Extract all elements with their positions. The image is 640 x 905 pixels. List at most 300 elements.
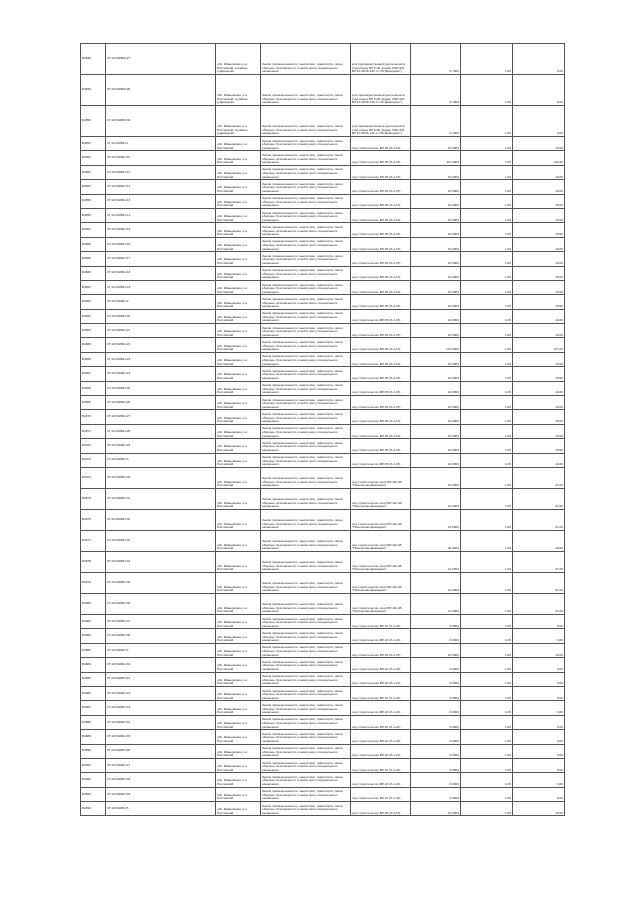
area-cell: 0,0004 (411, 758, 461, 772)
value-cell: 0,00 (513, 744, 565, 758)
permitted-use-cell: под строительство ВЛ-35 (Л-2-15) (351, 194, 411, 208)
value-cell: 10,00 (513, 194, 565, 208)
land-category-cell: Земли промышленности, энергетики, транспорта, связи, обороны, безопасности и земли иного специального назначения (261, 439, 351, 453)
coefficient-cell: 1,00 (461, 730, 513, 744)
land-category-cell: Земли промышленности, энергетики, транспорта, связи, обороны, безопасности и земли иного специального назначения (261, 572, 351, 593)
row-id-cell: Б4878 (81, 551, 106, 572)
land-category-cell: Земли промышленности, энергетики, транспорта, связи, обороны, безопасности и земли иного специального назначения (261, 509, 351, 530)
area-cell: 10,0004 (411, 410, 461, 424)
permitted-use-cell: под строительство ВЛ-35 (Л-2-15) (351, 338, 411, 352)
row-id-cell: Б4887 (81, 701, 106, 715)
value-cell: 0,00 (513, 758, 565, 772)
cadastral-number-cell: 37:10:040801:29 (106, 439, 216, 453)
area-cell: 10,0004 (411, 295, 461, 309)
coefficient-cell: 1,00 (461, 701, 513, 715)
table-row (81, 787, 565, 801)
table-row (81, 488, 565, 509)
permitted-use-cell: под строительство опор ВЛ 110 кВ "Никольская-Демидово" (351, 467, 411, 488)
value-cell: 0,00 (513, 106, 565, 137)
area-cell: 0,0004 (411, 730, 461, 744)
land-category-cell: Земли промышленности, энергетики, транспорта, связи, обороны, безопасности и земли иного специального назначения (261, 730, 351, 744)
permitted-use-cell: под строительство опор ВЛ 110 кВ "Никольская-Демидово" (351, 509, 411, 530)
permitted-use-cell: под строительство опор ВЛ 110 кВ "Никольская-Демидово" (351, 530, 411, 551)
value-cell: 10,00 (513, 381, 565, 395)
permitted-use-cell: под строительство ВЛ-10 (Л-1-22) (351, 715, 411, 729)
area-cell: 0,0004 (411, 658, 461, 672)
value-cell: 111,00 (513, 151, 565, 165)
row-id-cell: Б4863 (81, 309, 106, 323)
value-cell: 21,00 (513, 467, 565, 488)
cadastral-number-cell: 37:10:040801:43 (106, 701, 216, 715)
permitted-use-cell: под строительство ВЛ-35 (Л-2-15) (351, 324, 411, 338)
permitted-use-cell: под строительство ВЛ-10 (Л-1-22) (351, 701, 411, 715)
coefficient-cell: 1,00 (461, 672, 513, 686)
cadastral-number-cell: 37:10:040801:16 (106, 237, 216, 251)
area-cell: 0,0004 (411, 672, 461, 686)
location-cell: обл. Ивановская, р-н Ростовский (216, 773, 261, 787)
area-cell: 0,0004 (411, 715, 461, 729)
row-id-cell: Б4858 (81, 237, 106, 251)
table-row (81, 439, 565, 453)
land-category-cell: Земли промышленности, энергетики, транспорта, связи, обороны, безопасности и земли иного специального назначения (261, 643, 351, 657)
location-cell: обл. Ивановская, р-н Ростовский (216, 165, 261, 179)
location-cell: обл. Ивановская, р-н Ростовский (216, 802, 261, 816)
land-category-cell: Земли промышленности, энергетики, транспорта, связи, обороны, безопасности и земли иного специального назначения (261, 802, 351, 816)
cadastral-number-cell: 37:10:040801:42 (106, 686, 216, 700)
land-category-cell: Земли промышленности, энергетики, транспорта, связи, обороны, безопасности и земли иного специального назначения (261, 180, 351, 194)
area-cell: 10,0004 (411, 643, 461, 657)
location-cell: обл. Ивановская, р-н Ростовский (216, 439, 261, 453)
land-category-cell: Земли промышленности, энергетики, транспорта, связи, обороны, безопасности и земли иного специального назначения (261, 295, 351, 309)
coefficient-cell: 1,00 (461, 237, 513, 251)
location-cell: обл. Ивановская, р-н Ростовский (216, 672, 261, 686)
value-cell: 10,00 (513, 252, 565, 266)
coefficient-cell: 1,00 (461, 180, 513, 194)
permitted-use-cell: под строительство ВЛ-35 (Л-2-15) (351, 643, 411, 657)
value-cell: 21,00 (513, 509, 565, 530)
coefficient-cell: 1,00 (461, 509, 513, 530)
permitted-use-cell: под строительство ВЛ-35 (Л-2-15) (351, 252, 411, 266)
location-cell: обл. Ивановская, р-н Ростовский (216, 629, 261, 643)
location-cell: обл. Ивановская, р-н Ростовский (216, 381, 261, 395)
land-category-cell: Земли промышленности, энергетики, транспорта, связи, обороны, безопасности и земли иного специального назначения (261, 338, 351, 352)
table-row (81, 367, 565, 381)
land-category-cell: Земли промышленности, энергетики, транспорта, связи, обороны, безопасности и земли иного специального назначения (261, 467, 351, 488)
cadastral-number-cell: 37:10:040801:37 (106, 614, 216, 628)
row-id-cell: Б4862 (81, 295, 106, 309)
location-cell: обл. Ивановская, р-н Ростовский (216, 730, 261, 744)
value-cell: 10,00 (513, 410, 565, 424)
permitted-use-cell: под строительство ВЛ-35 (Л-2-15) (351, 266, 411, 280)
permitted-use-cell: под строительство ВЛ-35 (Л-2-15) (351, 424, 411, 438)
cadastral-number-cell: 37:10:040801:47 (106, 758, 216, 772)
table-row (81, 614, 565, 628)
land-registry-table (80, 43, 565, 816)
coefficient-cell: 1,00 (461, 208, 513, 222)
table-row (81, 672, 565, 686)
coefficient-cell: 1,00 (461, 643, 513, 657)
row-id-cell: Б4871 (81, 424, 106, 438)
value-cell: 10,00 (513, 295, 565, 309)
cadastral-number-cell: 37:10:040801:11 (106, 165, 216, 179)
area-cell: 0,0004 (411, 744, 461, 758)
coefficient-cell: 1,00 (461, 410, 513, 424)
value-cell: 21,00 (513, 572, 565, 593)
row-id-cell: Б4859 (81, 252, 106, 266)
location-cell: обл. Ивановская, р-н Ростовский (216, 396, 261, 410)
location-cell: обл. Ивановская, р-н Ростовский (216, 715, 261, 729)
value-cell: 21,00 (513, 551, 565, 572)
table-row (81, 396, 565, 410)
table-row (81, 593, 565, 614)
table-row (81, 137, 565, 151)
value-cell: 0,00 (513, 730, 565, 744)
location-cell: обл. Ивановская, р-н Ростовский (216, 237, 261, 251)
location-cell: обл. Ивановская, р-н Ростовский (216, 744, 261, 758)
coefficient-cell: 1,00 (461, 773, 513, 787)
row-id-cell: Б4872 (81, 439, 106, 453)
location-cell: обл. Ивановская, р-н Ростовский (216, 758, 261, 772)
permitted-use-cell: под строительство ВЛ-10 (Л-1-22) (351, 686, 411, 700)
table-row (81, 701, 565, 715)
land-category-cell: Земли промышленности, энергетики, транспорта, связи, обороны, безопасности и земли иного специального назначения (261, 593, 351, 614)
cadastral-number-cell: 37:10:040801:36 (106, 593, 216, 614)
table-row (81, 252, 565, 266)
coefficient-cell: 1,00 (461, 593, 513, 614)
location-cell: обл. Ивановская, р-н Ростовский, в районе д.Демидово (216, 106, 261, 137)
value-cell: 10,00 (513, 367, 565, 381)
location-cell: обл. Ивановская, р-н Ростовский (216, 194, 261, 208)
cadastral-number-cell: 37:10:040806:28 (106, 75, 216, 106)
location-cell: обл. Ивановская, р-н Ростовский (216, 701, 261, 715)
area-cell: 10,0004 (411, 381, 461, 395)
value-cell: 0,00 (513, 686, 565, 700)
row-id-cell: Б4873 (81, 453, 106, 467)
row-id-cell: Б4867 (81, 367, 106, 381)
coefficient-cell: 1,00 (461, 802, 513, 816)
value-cell: 10,00 (513, 324, 565, 338)
cadastral-number-cell: 37:10:040801:25 (106, 381, 216, 395)
land-category-cell: Земли промышленности, энергетики, транспорта, связи, обороны, безопасности и земли иного специального назначения (261, 208, 351, 222)
row-id-cell: Б4893 (81, 787, 106, 801)
coefficient-cell: 1,00 (461, 758, 513, 772)
row-id-cell: Б4856 (81, 208, 106, 222)
row-id-cell: Б4888 (81, 715, 106, 729)
value-cell: 10,00 (513, 266, 565, 280)
table-row (81, 686, 565, 700)
table-row (81, 715, 565, 729)
cadastral-number-cell: 37:10:040801:35 (106, 572, 216, 593)
land-category-cell: Земли промышленности, энергетики, транспорта, связи, обороны, безопасности и земли иного специального назначения (261, 410, 351, 424)
table-row (81, 75, 565, 106)
row-id-cell: Б4854 (81, 180, 106, 194)
coefficient-cell: 1,00 (461, 44, 513, 75)
land-category-cell: Земли промышленности, энергетики, транспорта, связи, обороны, безопасности и земли иного специального назначения (261, 488, 351, 509)
row-id-cell: Б4891 (81, 758, 106, 772)
coefficient-cell: 1,00 (461, 658, 513, 672)
table-body (81, 44, 565, 816)
permitted-use-cell: под строительство ВЛ-35 (Л-2-15) (351, 410, 411, 424)
land-category-cell: Земли промышленности, энергетики, транспорта, связи, обороны, безопасности и земли иного специального назначения (261, 773, 351, 787)
permitted-use-cell: под строительство ВЛ-35 (Л-2-15) (351, 137, 411, 151)
land-category-cell: Земли промышленности, энергетики, транспорта, связи, обороны, безопасности и земли иного специального назначения (261, 324, 351, 338)
table-row (81, 180, 565, 194)
value-cell: 0,00 (513, 44, 565, 75)
permitted-use-cell: под строительство ВЛ-35 (Л-2-15) (351, 295, 411, 309)
permitted-use-cell: под строительство ВЛ-10 (Л-1-22) (351, 672, 411, 686)
table-row (81, 208, 565, 222)
cadastral-number-cell: 37:10:040801:27 (106, 410, 216, 424)
location-cell: обл. Ивановская, р-н Ростовский (216, 180, 261, 194)
land-category-cell: Земли промышленности, энергетики, транспорта, связи, обороны, безопасности и земли иного специального назначения (261, 367, 351, 381)
permitted-use-cell: для производственной деятельности (под опоры ВЛ 6 кВ, фидер ЛЭП-221 ВЛ 10 кВ № 120 от ПС"Демидово") (351, 44, 411, 75)
area-cell: 10,0004 (411, 324, 461, 338)
value-cell: 10,00 (513, 180, 565, 194)
land-category-cell: Земли промышленности, энергетики, транспорта, связи, обороны, безопасности и земли иного специального назначения (261, 701, 351, 715)
permitted-use-cell: под строительство опор ВЛ 110 кВ "Никольская-Демидово" (351, 551, 411, 572)
permitted-use-cell: под строительство ВЛ-35 (Л-2-15) (351, 151, 411, 165)
row-id-cell: Б4849 (81, 75, 106, 106)
land-category-cell: Земли промышленности, энергетики, транспорта, связи, обороны, безопасности и земли иного специального назначения (261, 787, 351, 801)
land-category-cell: Земли промышленности, энергетики, транспорта, связи, обороны, безопасности и земли иного специального назначения (261, 165, 351, 179)
land-category-cell: Земли промышленности, энергетики, транспорта, связи, обороны, безопасности и земли иного специального назначения (261, 530, 351, 551)
permitted-use-cell: под строительство ВЛ-10 (Л-1-22) (351, 614, 411, 628)
coefficient-cell: 1,00 (461, 151, 513, 165)
table-row (81, 629, 565, 643)
table-row (81, 280, 565, 294)
location-cell: обл. Ивановская, р-н Ростовский (216, 686, 261, 700)
location-cell: обл. Ивановская, р-н Ростовский (216, 467, 261, 488)
cadastral-number-cell: 37:10:040801:5 (106, 802, 216, 816)
permitted-use-cell: для производственной деятельности (под опоры ВЛ 6 кВ, фидер ЛЭП-221 ВЛ 10 кВ № 120 от ПС"Демидово") (351, 106, 411, 137)
coefficient-cell: 1,00 (461, 338, 513, 352)
location-cell: обл. Ивановская, р-н Ростовский (216, 151, 261, 165)
table-row (81, 744, 565, 758)
coefficient-cell: 1,00 (461, 194, 513, 208)
row-id-cell: Б4861 (81, 280, 106, 294)
row-id-cell: Б4864 (81, 324, 106, 338)
table-row (81, 758, 565, 772)
table-row (81, 467, 565, 488)
value-cell: 137,00 (513, 338, 565, 352)
area-cell: 0,0004 (411, 787, 461, 801)
cadastral-number-cell: 37:10:040801:18 (106, 266, 216, 280)
cadastral-number-cell: 37:10:040801:3 (106, 453, 216, 467)
area-cell: 21,0004 (411, 593, 461, 614)
table-row (81, 773, 565, 787)
coefficient-cell: 1,00 (461, 352, 513, 366)
land-category-cell: Земли промышленности, энергетики, транспорта, связи, обороны, безопасности и земли иного специального назначения (261, 75, 351, 106)
coefficient-cell: 1,00 (461, 252, 513, 266)
land-category-cell: Земли промышленности, энергетики, транспорта, связи, обороны, безопасности и земли иного специального назначения (261, 266, 351, 280)
land-category-cell: Земли промышленности, энергетики, транспорта, связи, обороны, безопасности и земли иного специального назначения (261, 686, 351, 700)
location-cell: обл. Ивановская, р-н Ростовский (216, 367, 261, 381)
location-cell: обл. Ивановская, р-н Ростовский (216, 410, 261, 424)
permitted-use-cell: под строительство ВЛ-35 (Л-2-15) (351, 223, 411, 237)
area-cell: 10,0004 (411, 309, 461, 323)
coefficient-cell: 1,00 (461, 381, 513, 395)
area-cell: 10,0004 (411, 180, 461, 194)
area-cell: 0,0004 (411, 773, 461, 787)
coefficient-cell: 1,00 (461, 572, 513, 593)
location-cell: обл. Ивановская, р-н Ростовский (216, 509, 261, 530)
table-row (81, 802, 565, 816)
land-category-cell: Земли промышленности, энергетики, транспорта, связи, обороны, безопасности и земли иного специального назначения (261, 715, 351, 729)
permitted-use-cell: под строительство ВЛ-35 (Л-2-15) (351, 208, 411, 222)
area-cell: 10,0004 (411, 165, 461, 179)
row-id-cell: Б4860 (81, 266, 106, 280)
row-id-cell: Б4882 (81, 629, 106, 643)
coefficient-cell: 1,00 (461, 467, 513, 488)
value-cell: 0,00 (513, 658, 565, 672)
row-id-cell: Б4889 (81, 730, 106, 744)
row-id-cell: Б4869 (81, 396, 106, 410)
row-id-cell: Б4886 (81, 686, 106, 700)
cadastral-number-cell: 37:10:040801:14 (106, 208, 216, 222)
row-id-cell: Б4848 (81, 44, 106, 75)
location-cell: обл. Ивановская, р-н Ростовский (216, 643, 261, 657)
cadastral-number-cell: 37:10:040801:44 (106, 715, 216, 729)
value-cell: 10,00 (513, 165, 565, 179)
permitted-use-cell: под строительство ВЛ-35 (Л-2-15) (351, 352, 411, 366)
location-cell: обл. Ивановская, р-н Ростовский, в районе д.Демидово (216, 75, 261, 106)
area-cell: 0,7004 (411, 44, 461, 75)
permitted-use-cell: под строительство ВЛ-35 (Л-2-15) (351, 802, 411, 816)
permitted-use-cell: под строительство ВЛ-35 (Л-2-15) (351, 280, 411, 294)
value-cell: 0,00 (513, 614, 565, 628)
value-cell: 49,00 (513, 530, 565, 551)
land-category-cell: Земли промышленности, энергетики, транспорта, связи, обороны, безопасности и земли иного специального назначения (261, 106, 351, 137)
value-cell: 0,00 (513, 629, 565, 643)
land-category-cell: Земли промышленности, энергетики, транспорта, связи, обороны, безопасности и земли иного специального назначения (261, 309, 351, 323)
cadastral-number-cell: 37:10:040801:24 (106, 367, 216, 381)
location-cell: обл. Ивановская, р-н Ростовский (216, 295, 261, 309)
table-row (81, 424, 565, 438)
cadastral-number-cell: 37:10:040801:31 (106, 488, 216, 509)
area-cell: 0,0004 (411, 686, 461, 700)
land-category-cell: Земли промышленности, энергетики, транспорта, связи, обороны, безопасности и земли иного специального назначения (261, 252, 351, 266)
area-cell: 0,0004 (411, 701, 461, 715)
area-cell: 10,0004 (411, 223, 461, 237)
value-cell: 10,00 (513, 237, 565, 251)
permitted-use-cell: под строительство опор ВЛ 110 кВ "Никольская-Демидово" (351, 593, 411, 614)
area-cell: 21,0004 (411, 551, 461, 572)
permitted-use-cell: под строительство ВЛ-35 (Л-2-15) (351, 396, 411, 410)
table-row (81, 324, 565, 338)
permitted-use-cell: под строительство ВЛ-10 (Л-1-22) (351, 730, 411, 744)
table-row (81, 295, 565, 309)
permitted-use-cell: под строительство ВЛ-10 (Л-1-22) (351, 629, 411, 643)
row-id-cell: Б4852 (81, 151, 106, 165)
area-cell: 0,1004 (411, 106, 461, 137)
area-cell: 0,0004 (411, 614, 461, 628)
location-cell: обл. Ивановская, р-н Ростовский (216, 424, 261, 438)
row-id-cell: Б4874 (81, 467, 106, 488)
permitted-use-cell: под строительство ВЛ-10 (Л-1-22) (351, 787, 411, 801)
table-row (81, 194, 565, 208)
value-cell: 0,00 (513, 701, 565, 715)
row-id-cell: Б4876 (81, 509, 106, 530)
coefficient-cell: 1,00 (461, 266, 513, 280)
row-id-cell: Б4884 (81, 658, 106, 672)
location-cell: обл. Ивановская, р-н Ростовский (216, 266, 261, 280)
permitted-use-cell: под строительство ВЛ-10 (Л-1-22) (351, 773, 411, 787)
coefficient-cell: 1,00 (461, 295, 513, 309)
value-cell: 0,00 (513, 773, 565, 787)
area-cell: 10,0004 (411, 252, 461, 266)
area-cell: 10,0004 (411, 208, 461, 222)
land-category-cell: Земли промышленности, энергетики, транспорта, связи, обороны, безопасности и земли иного специального назначения (261, 658, 351, 672)
table-row (81, 106, 565, 137)
cadastral-number-cell: 37:10:040801:2 (106, 295, 216, 309)
location-cell: обл. Ивановская, р-н Ростовский (216, 137, 261, 151)
cadastral-number-cell: 37:10:040801:4 (106, 643, 216, 657)
row-id-cell: Б4853 (81, 165, 106, 179)
area-cell: 21,0004 (411, 467, 461, 488)
area-cell: 10,0004 (411, 352, 461, 366)
coefficient-cell: 1,00 (461, 686, 513, 700)
table-row (81, 266, 565, 280)
permitted-use-cell: под строительство ВЛ-35 (Л-2-15) (351, 180, 411, 194)
coefficient-cell: 1,00 (461, 629, 513, 643)
coefficient-cell: 1,00 (461, 106, 513, 137)
row-id-cell: Б4865 (81, 338, 106, 352)
location-cell: обл. Ивановская, р-н Ростовский (216, 787, 261, 801)
row-id-cell: Б4885 (81, 672, 106, 686)
cadastral-number-cell: 37:10:040801:41 (106, 672, 216, 686)
cadastral-number-cell: 37:10:040801:17 (106, 252, 216, 266)
table-row (81, 572, 565, 593)
location-cell: обл. Ивановская, р-н Ростовский (216, 252, 261, 266)
cadastral-number-cell: 37:10:040801:10 (106, 151, 216, 165)
value-cell: 10,00 (513, 352, 565, 366)
permitted-use-cell: под строительство ВЛ-35 (Л-2-15) (351, 165, 411, 179)
row-id-cell: Б4851 (81, 137, 106, 151)
coefficient-cell: 1,00 (461, 367, 513, 381)
value-cell: 10,00 (513, 396, 565, 410)
coefficient-cell: 1,00 (461, 280, 513, 294)
location-cell: обл. Ивановская, р-н Ростовский (216, 593, 261, 614)
coefficient-cell: 1,00 (461, 309, 513, 323)
cadastral-number-cell: 37:10:040801:21 (106, 324, 216, 338)
area-cell: 21,0004 (411, 509, 461, 530)
cadastral-number-cell: 37:10:040801:30 (106, 467, 216, 488)
value-cell: 10,00 (513, 223, 565, 237)
coefficient-cell: 1,00 (461, 453, 513, 467)
permitted-use-cell: под строительство ВЛ-10 (Л-1-22) (351, 758, 411, 772)
land-category-cell: Земли промышленности, энергетики, транспорта, связи, обороны, безопасности и земли иного специального назначения (261, 44, 351, 75)
coefficient-cell: 1,00 (461, 530, 513, 551)
table-row (81, 338, 565, 352)
land-category-cell: Земли промышленности, энергетики, транспорта, связи, обороны, безопасности и земли иного специального назначения (261, 381, 351, 395)
cadastral-number-cell: 37:10:040801:26 (106, 396, 216, 410)
area-cell: 21,0004 (411, 488, 461, 509)
row-id-cell: Б4855 (81, 194, 106, 208)
table-row (81, 223, 565, 237)
table-row (81, 44, 565, 75)
location-cell: обл. Ивановская, р-н Ростовский (216, 223, 261, 237)
row-id-cell: Б4877 (81, 530, 106, 551)
location-cell: обл. Ивановская, р-н Ростовский (216, 551, 261, 572)
area-cell: 0,7004 (411, 75, 461, 106)
location-cell: обл. Ивановская, р-н Ростовский (216, 572, 261, 593)
coefficient-cell: 1,00 (461, 165, 513, 179)
land-category-cell: Земли промышленности, энергетики, транспорта, связи, обороны, безопасности и земли иного специального назначения (261, 237, 351, 251)
land-category-cell: Земли промышленности, энергетики, транспорта, связи, обороны, безопасности и земли иного специального назначения (261, 424, 351, 438)
coefficient-cell: 1,00 (461, 396, 513, 410)
cadastral-number-cell: 37:10:040801:19 (106, 280, 216, 294)
permitted-use-cell: под строительство ВЛ-35 (Л-2-15) (351, 381, 411, 395)
